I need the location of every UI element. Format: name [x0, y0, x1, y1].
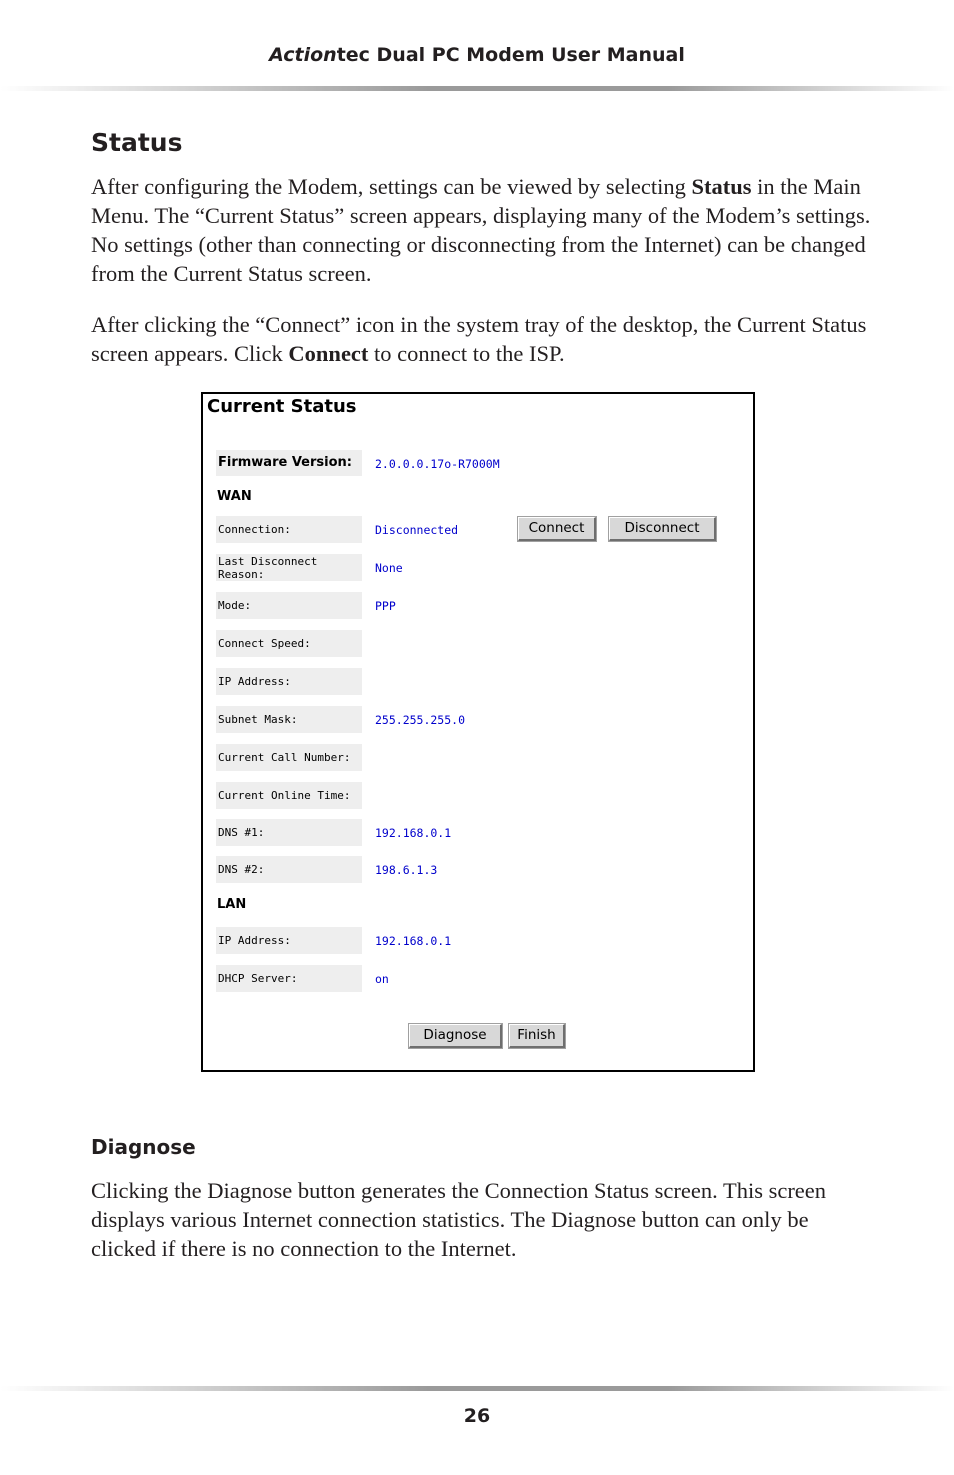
online-time-label: Current Online Time: — [216, 782, 362, 809]
manual-header-title — [0, 44, 954, 66]
firmware-label: Firmware Version: — [216, 450, 362, 476]
paragraph-intro-text-2: in the Main Menu. The “Current Status” screen appears, displaying many of the Modem’s settings. No settings (other than connecting or disconnecting from the Internet) can be changed from the Current Status screen. — [91, 174, 871, 286]
lan-heading: LAN — [217, 897, 247, 912]
diagnose-button[interactable]: Diagnose — [409, 1024, 502, 1048]
lan-ip-label: IP Address: — [216, 927, 362, 954]
dns2-label: DNS #2: — [216, 856, 362, 883]
wan-ip-label: IP Address: — [216, 668, 362, 695]
mode-value: PPP — [375, 599, 396, 613]
finish-button[interactable]: Finish — [509, 1024, 565, 1048]
mode-label: Mode: — [216, 592, 362, 619]
screen-title: Current Status — [207, 396, 357, 417]
call-number-label: Current Call Number: — [216, 744, 362, 771]
dhcp-value: on — [375, 972, 389, 986]
page-number: 26 — [463, 1405, 491, 1427]
brand-italic: Action — [269, 44, 337, 66]
dns1-value: 192.168.0.1 — [375, 826, 452, 840]
last-disconnect-value: None — [375, 561, 403, 575]
disconnect-button[interactable]: Disconnect — [609, 517, 716, 541]
wan-heading: WAN — [217, 489, 252, 504]
subsection-title: Diagnose — [91, 1135, 196, 1159]
header-title-rest: tec Dual PC Modem User Manual — [336, 44, 685, 66]
dhcp-label: DHCP Server: — [216, 965, 362, 992]
paragraph-intro-text-1: After configuring the Modem, settings can be viewed by selecting — [91, 174, 692, 199]
connection-value: Disconnected — [375, 523, 459, 537]
connection-label: Connection: — [216, 516, 362, 543]
dns1-label: DNS #1: — [216, 819, 362, 846]
paragraph-connect-text-1: After clicking the “Connect” icon in the system tray of the desktop, the Current Status screen appears. Click — [91, 312, 867, 366]
last-disconnect-label: Last Disconnect Reason: — [216, 554, 362, 581]
paragraph-connect-bold: Connect — [288, 341, 369, 366]
paragraph-connect — [91, 310, 871, 368]
firmware-value: 2.0.0.0.17o-R7000M — [375, 457, 500, 471]
dns2-value: 198.6.1.3 — [375, 863, 438, 877]
paragraph-connect-text-2: to connect to the ISP. — [368, 341, 565, 366]
subnet-mask-label: Subnet Mask: — [216, 706, 362, 733]
paragraph-intro — [91, 172, 871, 288]
connect-speed-label: Connect Speed: — [216, 630, 362, 657]
connect-button[interactable]: Connect — [518, 517, 596, 541]
header-rule — [0, 86, 954, 91]
paragraph-diagnose: Clicking the Diagnose button generates the Connection Status screen. This screen displays various Internet connection statistics. The Diagnose button can only be clicked if there is no connection to the Internet. — [91, 1178, 827, 1261]
lan-ip-value: 192.168.0.1 — [375, 934, 452, 948]
section-title: Status — [91, 128, 183, 157]
current-status-screenshot — [201, 392, 755, 1072]
paragraph-intro-bold: Status — [691, 174, 752, 199]
subnet-mask-value: 255.255.255.0 — [375, 713, 466, 727]
footer-rule — [0, 1386, 954, 1391]
